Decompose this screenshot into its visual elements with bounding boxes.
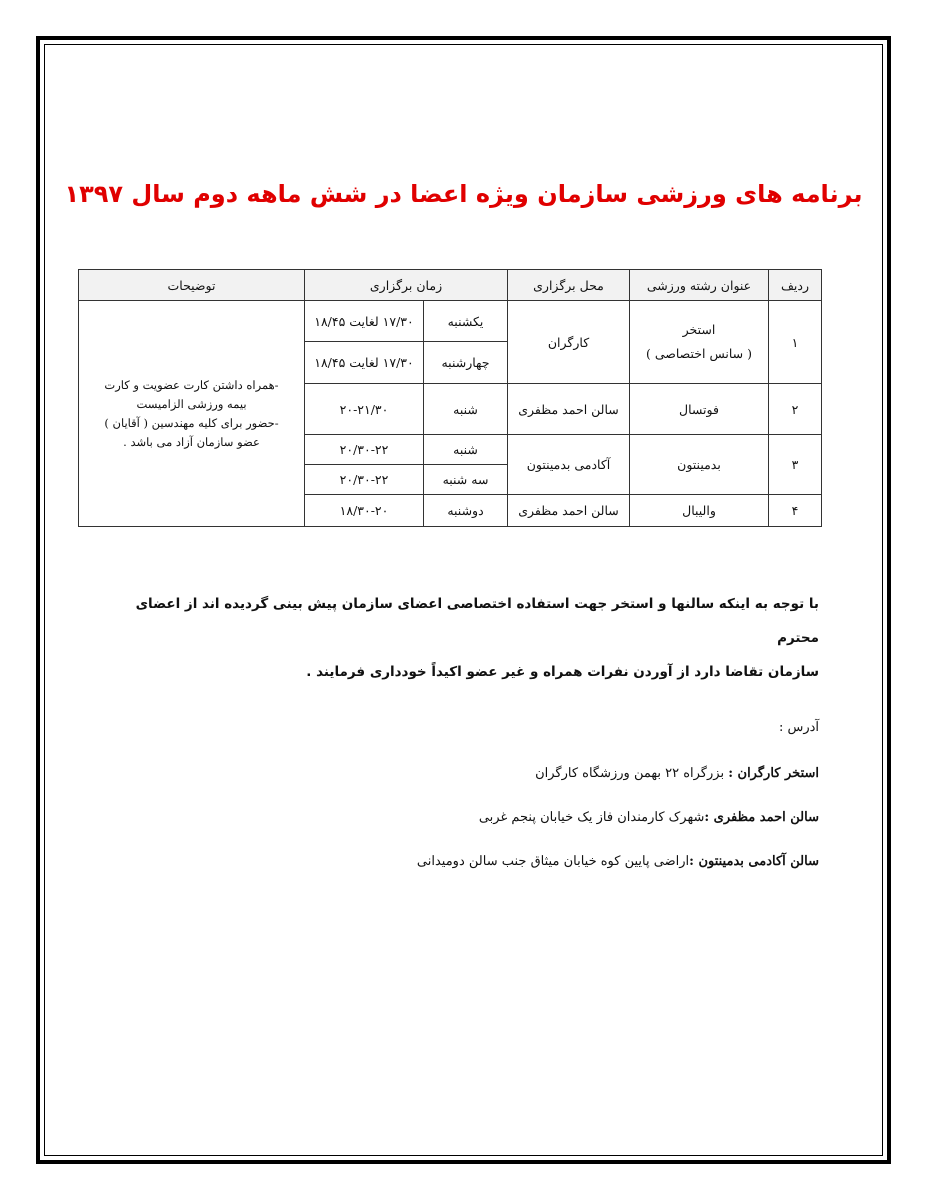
cell-row-number: ۴ [769, 495, 822, 527]
cell-sport: والیبال [630, 495, 769, 527]
cell-time: ۲۰/۳۰-۲۲ [305, 465, 424, 495]
address-item [99, 854, 819, 869]
cell-time: ۲۰-۲۱/۳۰ [305, 384, 424, 435]
address-text: بزرگراه ۲۲ بهمن ورزشگاه کارگران [535, 766, 729, 781]
note-line: بیمه ورزشی الزامیست [136, 396, 247, 411]
address-heading: آدرس : [778, 720, 819, 735]
cell-place: آکادمی بدمینتون [508, 435, 630, 495]
address-place-name: استخر کارگران : [728, 766, 819, 781]
notice-paragraph [99, 587, 819, 689]
note-line: -حضور برای کلیه مهندسین ( آقایان ) [104, 415, 279, 430]
cell-day: شنبه [424, 384, 508, 435]
cell-place: سالن احمد مظفری [508, 384, 630, 435]
cell-sport: فوتسال [630, 384, 769, 435]
cell-row-number: ۱ [769, 301, 822, 384]
document-title: برنامه های ورزشی سازمان ویژه اعضا در شش ماهه دوم سال ۱۳۹۷ [64, 180, 863, 208]
notice-line: با توجه به اینکه سالنها و استخر جهت استفاده اختصاصی اعضای سازمان پیش بینی گردیده اند از اعضای محترم [135, 596, 819, 646]
sport-name: استخر [682, 322, 716, 337]
cell-day: یکشنبه [424, 301, 508, 342]
cell-day: سه شنبه [424, 465, 508, 495]
cell-time: ۱۷/۳۰ لغایت ۱۸/۴۵ [305, 301, 424, 342]
cell-place: کارگران [508, 301, 630, 384]
address-place-name: سالن احمد مظفری : [704, 810, 819, 825]
cell-place: سالن احمد مظفری [508, 495, 630, 527]
header-notes: توضیحات [79, 270, 305, 301]
address-place-name: سالن آکادمی بدمینتون : [689, 854, 819, 869]
header-place: محل برگزاری [508, 270, 630, 301]
cell-row-number: ۲ [769, 384, 822, 435]
notice-line: سازمان تقاضا دارد از آوردن نفرات همراه و غیر عضو اکیداً خودداری فرمایند . [306, 664, 819, 680]
note-line: عضو سازمان آزاد می باشد . [123, 434, 260, 449]
address-item [99, 766, 819, 781]
cell-sport [630, 301, 769, 384]
cell-time: ۱۷/۳۰ لغایت ۱۸/۴۵ [305, 342, 424, 384]
table-row [79, 301, 822, 342]
sport-note: ( سانس اختصاصی ) [645, 346, 753, 361]
cell-time: ۱۸/۳۰-۲۰ [305, 495, 424, 527]
address-text: اراضی پایین کوه خیابان میثاق جنب سالن دومیدانی [416, 854, 690, 869]
address-text: شهرک کارمندان فاز یک خیابان پنجم غربی [478, 810, 705, 825]
address-item [99, 810, 819, 825]
cell-day: چهارشنبه [424, 342, 508, 384]
header-sport: عنوان رشته ورزشی [630, 270, 769, 301]
note-line: -همراه داشتن کارت عضویت و کارت [104, 377, 279, 392]
cell-notes [79, 301, 305, 527]
table-header-row [79, 270, 822, 301]
cell-row-number: ۳ [769, 435, 822, 495]
cell-sport: بدمینتون [630, 435, 769, 495]
cell-day: شنبه [424, 435, 508, 465]
schedule-table [78, 269, 822, 527]
cell-day: دوشنبه [424, 495, 508, 527]
cell-time: ۲۰/۳۰-۲۲ [305, 435, 424, 465]
header-row-number: ردیف [769, 270, 822, 301]
header-time: زمان برگزاری [305, 270, 508, 301]
